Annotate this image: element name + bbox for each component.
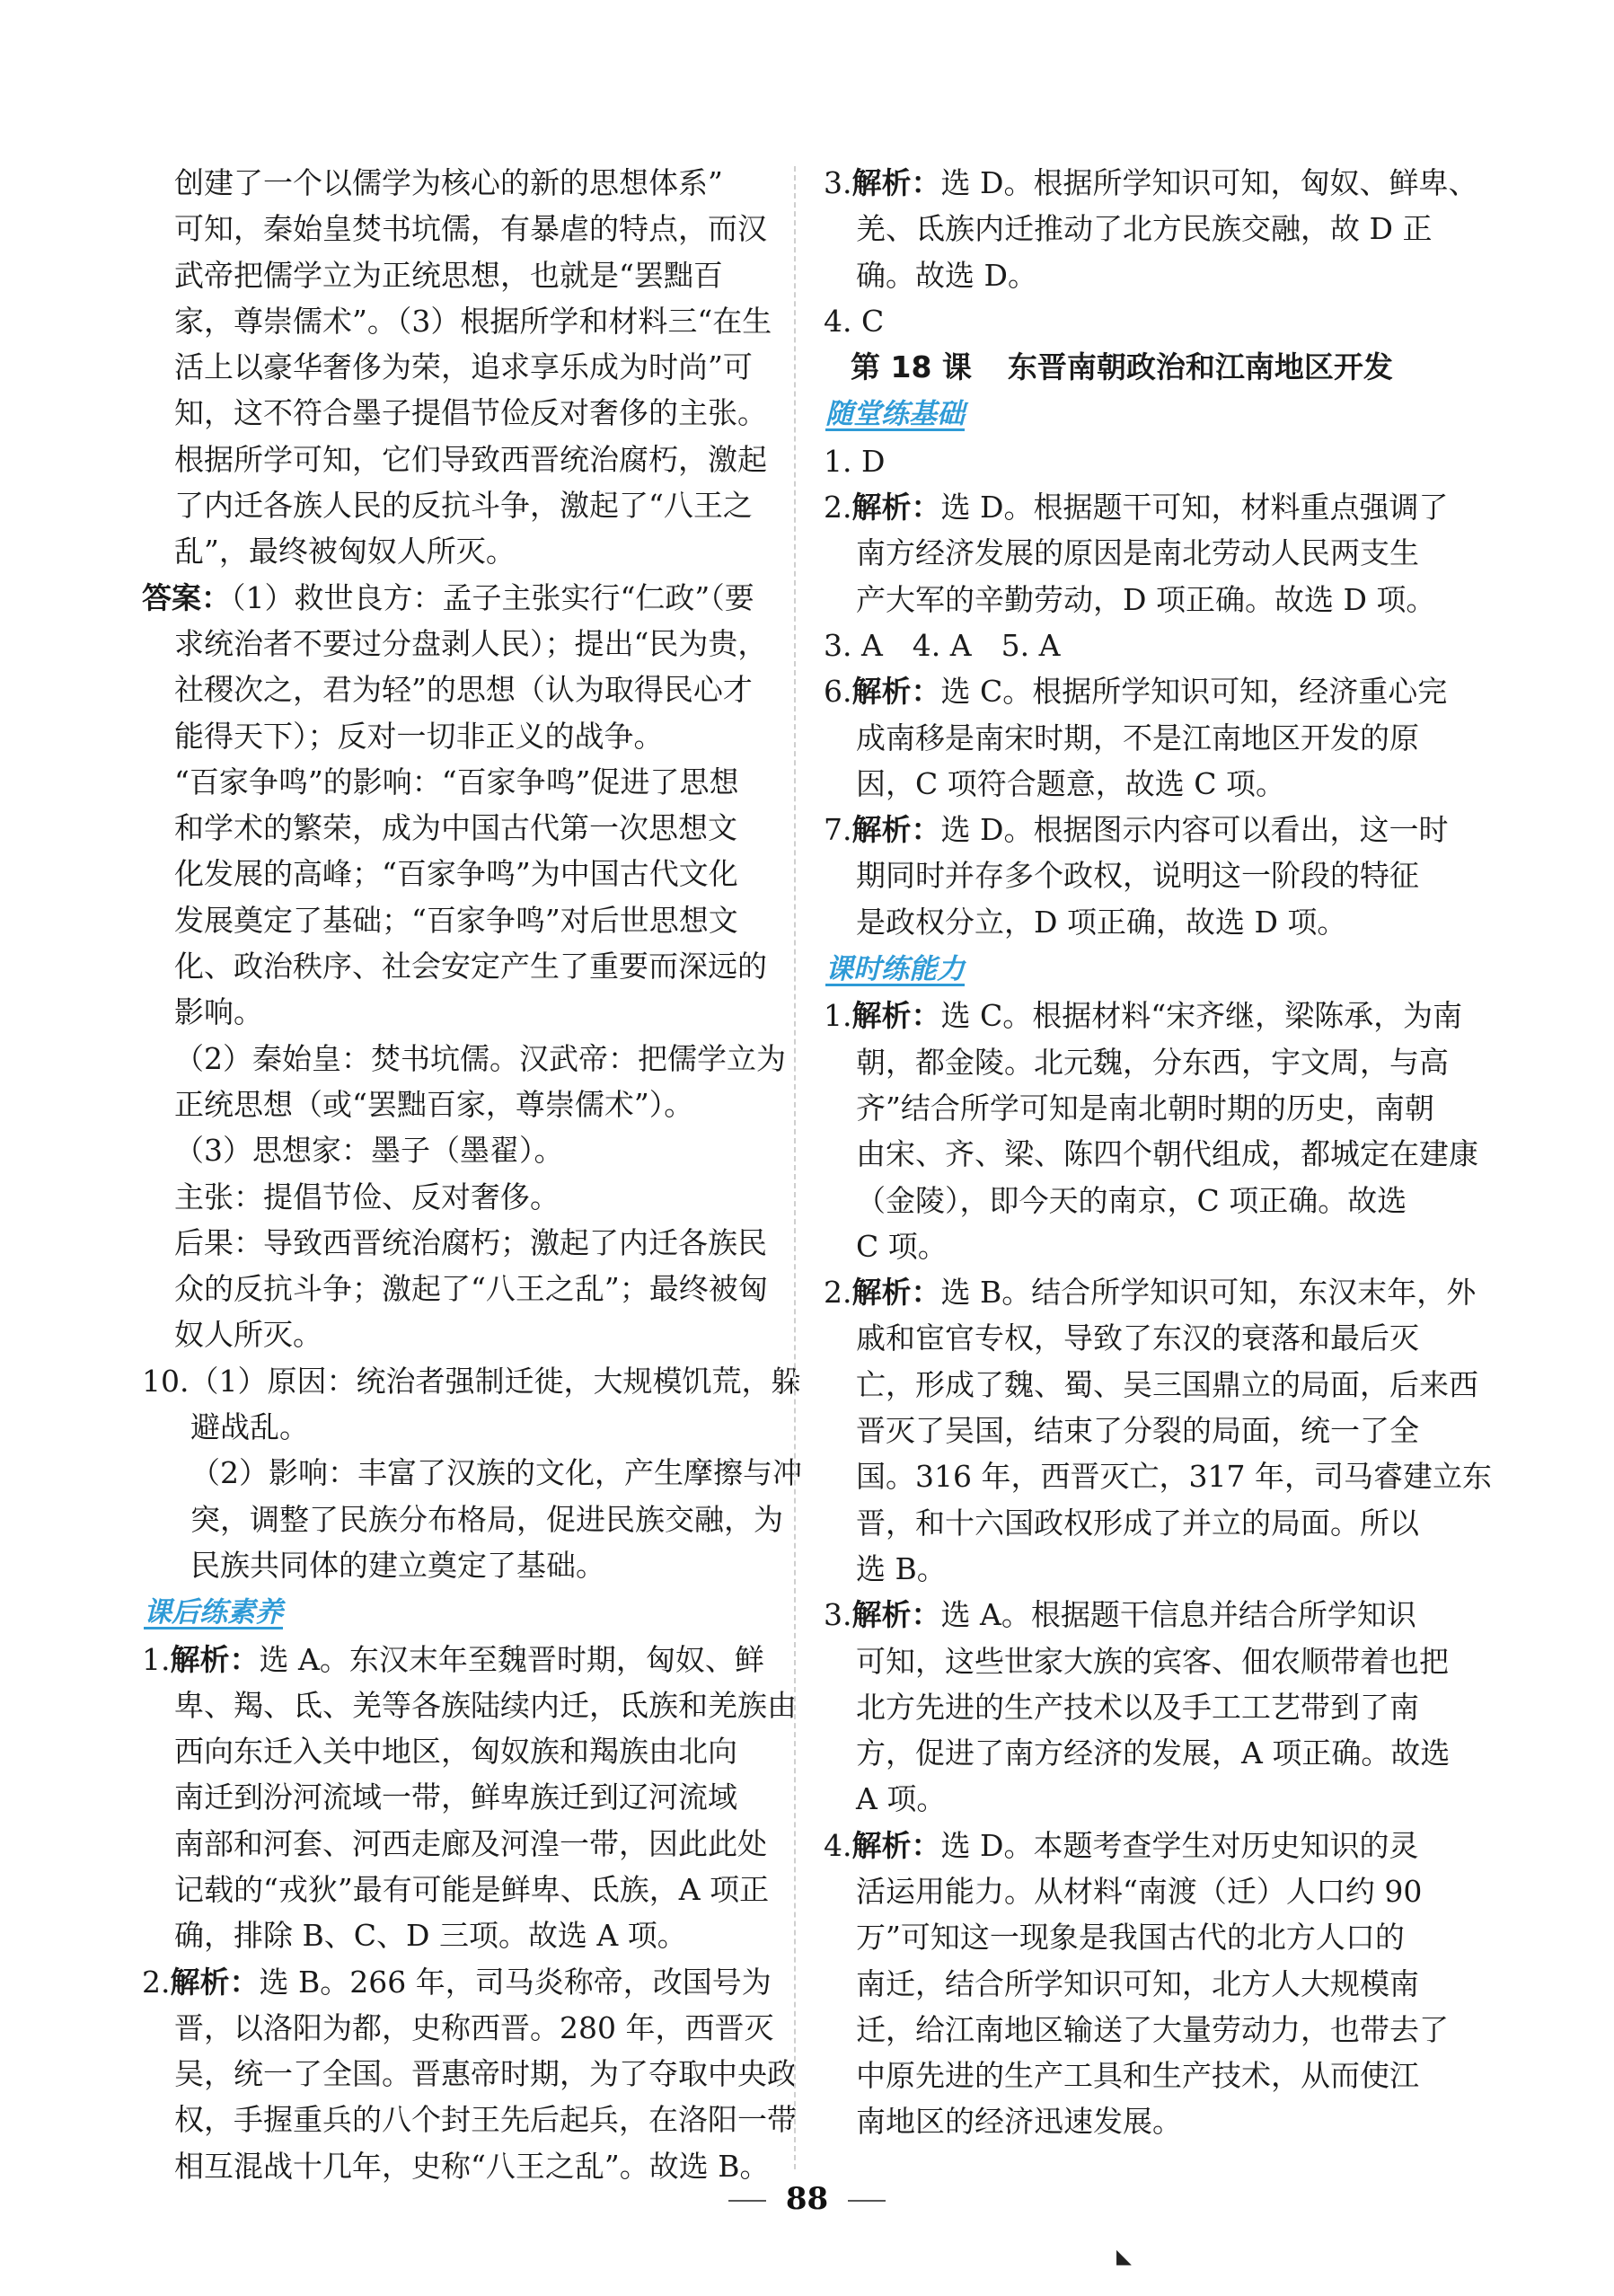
line-text: 求统治者不要过分盘剥人民）；提出“民为贵， (174, 625, 768, 661)
text-line (142, 1358, 801, 1404)
answer-label: 解析： (851, 165, 941, 200)
line-text: 齐”结合所学可知是南北朝时期的历史，南朝 (856, 1090, 1434, 1126)
line-text: 化发展的高峰；“百家争鸣”为中国古代文化 (174, 856, 738, 892)
line-text: 南部和河套、河西走廊及河湟一带，因此此处 (174, 1825, 767, 1861)
section-heading-label: 课后练素养 (144, 1596, 283, 1629)
line-text: 活上以豪华奢侈为荣，追求享乐成为时尚”可 (174, 349, 753, 385)
answer-item (142, 1637, 765, 1682)
text-line (824, 1178, 1452, 1223)
item-number: 2. (142, 1964, 171, 2000)
line-text: 可知，这些世家大族的宾客、佃农顺带着也把 (856, 1643, 1449, 1679)
line-text: 万”可知这一现象是我国古代的北方人口的 (856, 1920, 1405, 1956)
line-text: 可知，秦始皇焚书坑儒，有暴虐的特点，而汉 (174, 211, 767, 247)
text-line (142, 206, 765, 252)
column-divider (794, 166, 796, 2169)
lesson-title (824, 344, 1452, 390)
text-line (824, 1914, 1452, 1960)
line-text: A 项。 (856, 1781, 947, 1817)
line-text: 选 D。根据所学知识可知，匈奴、鲜卑、 (940, 165, 1478, 200)
line-text: 化、政治秩序、社会安定产生了重要而深远的 (174, 949, 767, 985)
text-line (142, 713, 765, 759)
text-line (824, 1730, 1452, 1776)
answer-label: 解析： (851, 674, 941, 710)
answer-item (142, 1959, 772, 2005)
line-text: 武帝把儒学立为正统思想，也就是“罢黜百 (174, 257, 723, 293)
line-text: （2）秦始皇：焚书坑儒。汉武帝：把儒学立为 (174, 1040, 786, 1076)
text-line (142, 1127, 765, 1173)
line-text: 选 B。结合所学知识可知，东汉末年，外 (940, 1275, 1477, 1311)
text-line (142, 2097, 797, 2142)
line-text: 4. C (824, 303, 885, 339)
text-line (142, 1082, 765, 1127)
page-footer (0, 2181, 1614, 2217)
text-line (824, 1408, 1452, 1453)
text-line (142, 1266, 768, 1311)
text-line (142, 252, 765, 298)
text-line (824, 715, 1452, 761)
text-line (142, 1497, 783, 1542)
answer-label: 答案： (142, 579, 231, 615)
line-text: 权，手握重兵的八个封王先后起兵，在洛阳一带 (174, 2102, 797, 2138)
item-number: 1. (142, 1641, 171, 1677)
line-text: 3. A 4. A 5. A (824, 627, 1061, 663)
line-text: 民族共同体的建立奠定了基础。 (190, 1547, 605, 1583)
answer-item (824, 160, 1478, 206)
line-text: 和学术的繁荣，成为中国古代第一次思想文 (174, 810, 737, 846)
text-line (142, 1867, 770, 1912)
line-text: 能得天下）；反对一切非正义的战争。 (174, 718, 664, 754)
text-line (824, 438, 1452, 484)
text-line (824, 1684, 1452, 1730)
line-text: 创建了一个以儒学为核心的新的思想体系” (174, 165, 723, 200)
left-column (142, 160, 802, 2189)
text-line (824, 1085, 1452, 1131)
line-text: 吴，统一了全国。晋惠帝时期，为了夺取中央政 (174, 2056, 797, 2092)
line-text: 选 A。根据题干信息并结合所学知识 (940, 1597, 1416, 1633)
line-text: 由宋、齐、梁、陈四个朝代组成，都城定在建康 (856, 1136, 1478, 1172)
page-number: 88 (785, 2181, 829, 2217)
line-text: 选 D。本题考查学生对历史知识的灵 (940, 1827, 1419, 1863)
line-text: 因，C 项符合题意，故选 C 项。 (856, 765, 1285, 801)
line-text: 卑、羯、氐、羌等各族陆续内迁，氐族和羌族由 (174, 1687, 797, 1723)
line-text: 南迁到汾河流域一带，鲜卑族迁到辽河流域 (174, 1779, 737, 1815)
text-line (824, 530, 1452, 576)
line-text: 确，排除 B、C、D 三项。故选 A 项。 (174, 1918, 687, 1954)
text-line (142, 1174, 765, 1220)
answer-item (824, 993, 1463, 1038)
item-number: 6. (824, 674, 852, 710)
line-text: 亡，形成了魏、蜀、吴三国鼎立的局面，后来西 (856, 1366, 1478, 1402)
scan-mark: ◣ (1116, 2246, 1132, 2268)
answer-label: 解析： (851, 490, 941, 525)
answer-label: 解析： (170, 1964, 260, 2000)
text-line (824, 1453, 1492, 1499)
text-line (824, 206, 1452, 252)
text-line (824, 2053, 1452, 2098)
text-line (824, 1868, 1452, 1914)
answer-label: 解析： (851, 1275, 941, 1311)
line-text: 奴人所灭。 (174, 1317, 322, 1353)
answer-label: 解析： (851, 1597, 941, 1633)
line-text: 戚和宦官专权，导致了东汉的衰落和最后灭 (856, 1320, 1419, 1356)
text-line (824, 1131, 1478, 1177)
line-text: （金陵），即今天的南京，C 项正确。故选 (856, 1182, 1407, 1218)
answer-item (824, 484, 1452, 530)
text-line (142, 621, 768, 667)
line-text: 了内迁各族人民的反抗斗争，激起了“八王之 (174, 488, 753, 524)
line-text: 发展奠定了基础；“百家争鸣”对后世思想文 (174, 902, 738, 938)
text-line (824, 298, 1452, 344)
text-line (824, 1362, 1478, 1408)
line-text: 西向东迁入关中地区，匈奴族和羯族由北向 (174, 1734, 737, 1770)
line-text: 国。316 年，西晋灭亡，317 年，司马睿建立东 (856, 1459, 1492, 1495)
line-text: 羌、氐族内迁推动了北方民族交融，故 D 正 (856, 211, 1433, 247)
line-text: 确。故选 D。 (856, 257, 1037, 293)
line-text: 晋，以洛阳为都，史称西晋。280 年，西晋灭 (174, 2009, 774, 2045)
line-text: 选 C。根据所学知识可知，经济重心完 (940, 674, 1448, 710)
item-number: 3. (824, 1597, 852, 1633)
text-line (142, 759, 765, 805)
text-line (142, 575, 765, 621)
line-text: 避战乱。 (190, 1409, 309, 1445)
text-line (142, 1774, 765, 1820)
text-line (142, 437, 765, 482)
line-text: 迁，给江南地区输送了大量劳动力，也带去了 (856, 2011, 1449, 2047)
text-line (824, 2098, 1452, 2144)
footer-dash-right (848, 2200, 886, 2202)
text-line (142, 1220, 765, 1266)
answer-label: 解析： (851, 812, 941, 848)
text-line (142, 1821, 765, 1867)
line-text: 10.（1）原因：统治者强制迁徙，大规模饥荒，躲 (142, 1363, 801, 1399)
line-text: 南迁，结合所学知识可知，北方人大规模南 (856, 1965, 1419, 2001)
right-column (824, 160, 1492, 2145)
text-line (142, 1450, 802, 1496)
line-text: 乱”，最终被匈奴人所灭。 (174, 534, 516, 570)
text-line (142, 1311, 765, 1357)
line-text: 活运用能力。从材料“南渡（迁）人口约 90 (856, 1873, 1423, 1909)
text-line (142, 2051, 797, 2097)
line-text: （3）思想家：墨子（墨翟）。 (174, 1133, 564, 1169)
text-line (824, 1315, 1452, 1361)
text-line (824, 1039, 1452, 1085)
section-heading (824, 945, 1452, 993)
section-heading-label: 课时练能力 (825, 953, 965, 986)
line-text: “百家争鸣”的影响：“百家争鸣”促进了思想 (174, 764, 739, 799)
line-text: 众的反抗斗争；激起了“八王之乱”；最终被匈 (174, 1271, 768, 1307)
line-text: 记载的“戎狄”最有可能是鲜卑、氐族，A 项正 (174, 1871, 770, 1907)
line-text: 选 C。根据材料“宋齐继，梁陈承，为南 (940, 998, 1463, 1034)
line-text: 相互混战十几年，史称“八王之乱”。故选 B。 (174, 2148, 770, 2184)
line-text: 选 D。根据题干可知，材料重点强调了 (940, 490, 1449, 525)
text-line (824, 1638, 1452, 1684)
text-line (142, 1912, 765, 1958)
text-line (142, 1036, 786, 1082)
text-line (824, 761, 1452, 807)
item-number: 3. (824, 165, 852, 200)
line-text: （2）影响：丰富了汉族的文化，产生摩擦与冲 (190, 1455, 802, 1491)
text-line (142, 1542, 765, 1588)
line-text: 1. D (824, 443, 886, 479)
answer-item (824, 1269, 1477, 1315)
line-text: 选 D。根据图示内容可以看出，这一时 (940, 812, 1449, 848)
line-text: 主张：提倡节俭、反对奢侈。 (174, 1179, 560, 1214)
item-number: 7. (824, 812, 852, 848)
text-line (142, 1728, 765, 1774)
line-text: 影响。 (174, 994, 263, 1030)
section-heading (824, 390, 1452, 437)
text-line (824, 852, 1452, 898)
line-text: 晋，和十六国政权形成了并立的局面。所以 (856, 1505, 1419, 1541)
text-line (824, 2007, 1452, 2053)
text-line (142, 851, 765, 896)
text-line (142, 482, 765, 528)
line-text: 期同时并存多个政权，说明这一阶段的特征 (856, 858, 1419, 894)
lesson-name: 东晋南朝政治和江南地区开发 (1007, 349, 1393, 385)
answer-item (824, 1823, 1452, 1868)
text-line (824, 1546, 1452, 1592)
line-text: 知，这不符合墨子提倡节俭反对奢侈的主张。 (174, 395, 767, 431)
item-number: 4. (824, 1827, 852, 1863)
text-line (142, 897, 765, 943)
text-line (142, 1404, 765, 1450)
text-line (824, 899, 1452, 945)
text-line (824, 1961, 1452, 2007)
text-line (824, 577, 1452, 623)
answer-item (824, 668, 1452, 714)
text-line (824, 1776, 1452, 1822)
item-number: 2. (824, 1275, 852, 1311)
line-text: 突，调整了民族分布格局，促进民族交融，为 (190, 1501, 783, 1537)
text-line (142, 390, 765, 436)
text-line (142, 989, 765, 1035)
text-line (142, 344, 765, 390)
line-text: 南方经济发展的原因是南北劳动人民两支生 (856, 535, 1419, 571)
line-text: （1）救世良方：孟子主张实行“仁政”（要 (231, 579, 754, 615)
line-text: 家，尊崇儒术”。（3）根据所学和材料三“在生 (174, 303, 772, 339)
text-line (142, 943, 765, 989)
text-line (824, 623, 1452, 668)
line-text: 后果：导致西晋统治腐朽；激起了内迁各族民 (174, 1224, 767, 1260)
text-line (142, 160, 765, 206)
line-text: C 项。 (856, 1228, 948, 1264)
line-text: 根据所学可知，它们导致西晋统治腐朽，激起 (174, 441, 767, 477)
line-text: 选 B。266 年，司马炎称帝，改国号为 (259, 1964, 772, 2000)
text-line (142, 2005, 774, 2051)
answer-label: 解析： (851, 1827, 941, 1863)
line-text: 社稷次之，君为轻”的思想（认为取得民心才 (174, 672, 753, 708)
line-text: 朝，都金陵。北元魏，分东西，宇文周，与高 (856, 1044, 1449, 1080)
item-number: 2. (824, 490, 852, 525)
answer-item (824, 1592, 1452, 1638)
lesson-number: 第 18 课 (851, 349, 972, 385)
footer-dash-left (728, 2200, 766, 2202)
line-text: 晋灭了吴国，结束了分裂的局面，统一了全 (856, 1413, 1419, 1449)
text-line (142, 528, 765, 574)
line-text: 是政权分立，D 项正确，故选 D 项。 (856, 904, 1347, 940)
text-line (142, 298, 772, 344)
section-heading-label: 随堂练基础 (825, 398, 965, 431)
line-text: 产大军的辛勤劳动，D 项正确。故选 D 项。 (856, 581, 1436, 617)
answer-label: 解析： (851, 998, 941, 1034)
text-line (824, 252, 1452, 298)
line-text: 南地区的经济迅速发展。 (856, 2104, 1182, 2140)
item-number: 1. (824, 998, 852, 1034)
line-text: 中原先进的生产工具和生产技术，从而使江 (856, 2058, 1419, 2094)
text-line (142, 667, 765, 712)
text-line (142, 1682, 797, 1728)
answer-item (824, 807, 1452, 852)
line-text: 北方先进的生产技术以及手工工艺带到了南 (856, 1689, 1419, 1725)
text-line (142, 805, 765, 851)
line-text: 方，促进了南方经济的发展，A 项正确。故选 (856, 1735, 1451, 1771)
line-text: 正统思想（或“罢黜百家，尊崇儒术”）。 (174, 1086, 694, 1122)
text-line (824, 1500, 1452, 1546)
line-text: 选 B。 (856, 1550, 947, 1586)
section-heading (142, 1588, 765, 1636)
answer-label: 解析： (170, 1641, 260, 1677)
text-line (824, 1223, 1452, 1269)
line-text: 选 A。东汉末年至魏晋时期，匈奴、鲜 (259, 1641, 764, 1677)
line-text: 成南移是南宋时期，不是江南地区开发的原 (856, 720, 1419, 755)
